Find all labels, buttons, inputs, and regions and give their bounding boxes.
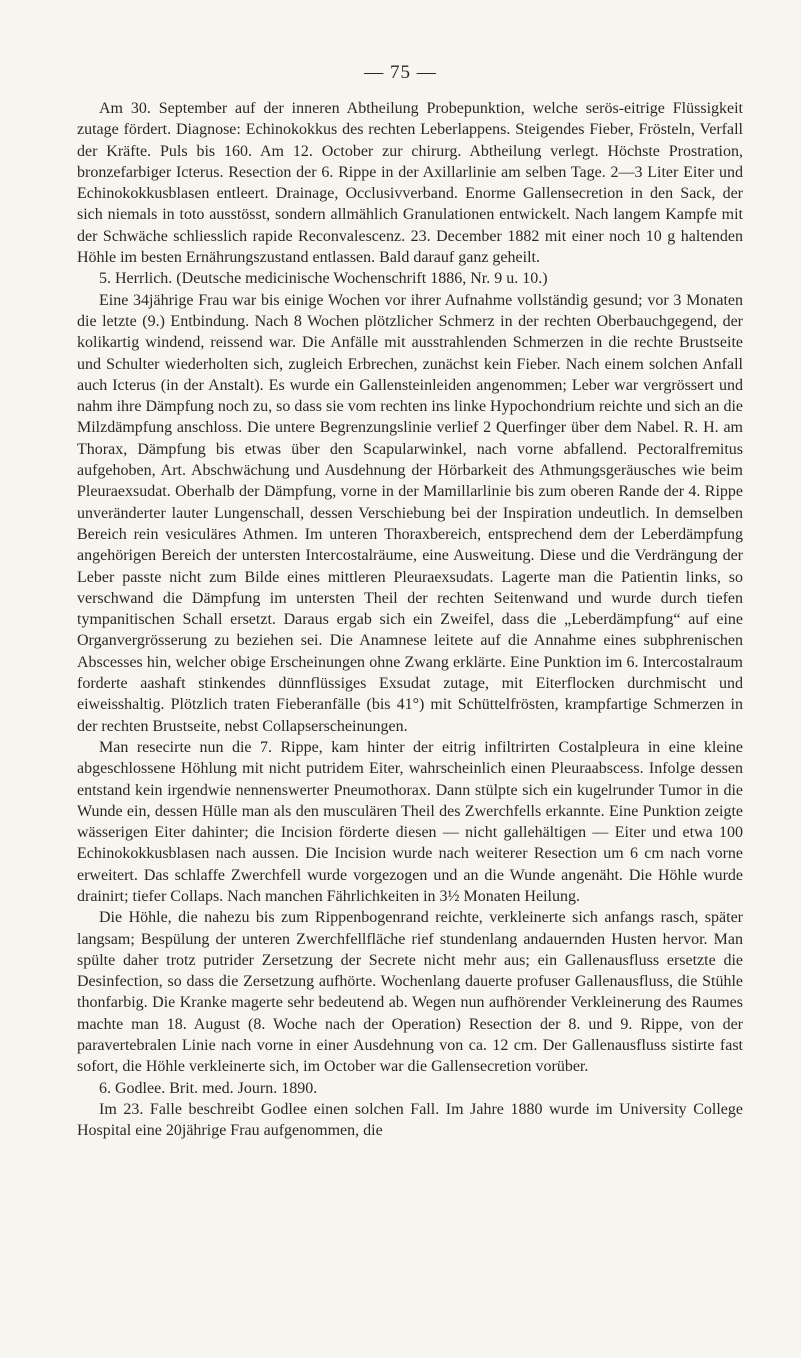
body-text [77, 98, 743, 1142]
paragraph-7: Im 23. Falle beschreibt Godlee einen solchen Fall. Im Jahre 1880 wurde im University College Hospital eine 20jährige Frau aufgenommen, die [77, 1100, 743, 1140]
paragraph-4: Man resecirte nun die 7. Rippe, kam hinter der eitrig infiltrirten Costalpleura in eine kleine abgeschlossene Höhlung mit nicht putridem Eiter, wahrscheinlich einen Pleuraabscess. Infolge dessen entstand kein irgendwie nennenswerter Pneumothorax. Dann stülpte sich ein kugelrunder Tumor in die Wunde ein, dessen Hülle man als den musculären Theil des Zwerchfells erkannte. Eine Punktion zeigte wässerigen Eiter dahinter; die Incision förderte diesen — nicht gallehältigen — Eiter und etwa 100 Echinokokkusblasen nach aussen. Die Incision wurde nach weiterer Resection um 6 cm nach vorne erweitert. Das schlaffe Zwerchfell wurde vorgezogen und an die Wunde angenäht. Die Höhle wurde drainirt; tiefer Collaps. Nach manchen Fährlichkeiten in 3½ Monaten Heilung. [77, 738, 743, 905]
page-number: — 75 — [364, 62, 437, 83]
paragraph-1: Am 30. September auf der inneren Abtheilung Probepunktion, welche serös-eitrige Flüssigkeit zutage fördert. Diagnose: Echinokokkus des rechten Leberlappens. Steigendes Fieber, Frösteln, Verfall der Kräfte. Puls bis 160. Am 12. October zur chirurg. Abtheilung verlegt. Höchste Prostration, bronzefarbiger Icterus. Resection der 6. Rippe in der Axillarlinie am selben Tage. 2—3 Liter Eiter und Echinokokkusblasen entleert. Drainage, Occlusivverband. Enorme Gallensecretion in den Sack, der sich niemals in toto ausstösst, sondern allmählich Granulationen entwickelt. Nach langem Kampfe mit der Schwäche schliesslich rapide Reconvalescenz. 23. December 1882 mit einer noch 10 g haltenden Höhle im besten Ernährungszustand entlassen. Bald darauf ganz geheilt. [77, 100, 743, 267]
paragraph-6-case-heading: 6. Godlee. Brit. med. Journ. 1890. [99, 1079, 318, 1097]
paragraph-2-case-heading: 5. Herrlich. (Deutsche medicinische Wochenschrift 1886, Nr. 9 u. 10.) [99, 270, 548, 288]
paragraph-3: Eine 34jährige Frau war bis einige Wochen vor ihrer Aufnahme vollständig gesund; vor 3 Monaten die letzte (9.) Entbindung. Nach 8 Wochen plötzlicher Schmerz in der rechten Oberbauchgegend, der kolikartig windend, reissend war. Die Anfälle mit ausstrahlenden Schmerzen in die rechte Brustseite und Schulter wiederholten sich, zugleich Erbrechen, zunächst kein Fieber. Nach einem solchen Anfall auch Icterus (in der Anstalt). Es wurde ein Gallensteinleiden angenommen; Leber war vergrössert und nahm ihre Dämpfung noch zu, so dass sie vom rechten ins linke Hypochondrium reichte und sich an die Milzdämpfung anschloss. Die untere Begrenzungslinie verlief 2 Querfinger über dem Nabel. R. H. am Thorax, Dämpfung bis etwas über den Scapularwinkel, nach vorne abfallend. Pectoralfremitus aufgehoben, Art. Abschwächung und Ausdehnung der Hörbarkeit des Athmungsgeräusches wie beim Pleuraexsudat. Oberhalb der Dämpfung, vorne in der Mamillarlinie bis zum oberen Rande der 4. Rippe unveränderter lauter Lungenschall, dessen Verschiebung bei der Inspiration undeutlich. In demselben Bereich rein vesiculäres Athmen. Im unteren Thoraxbereich, entsprechend dem der Leberdämpfung angehörigen Bereich der untersten Intercostalräume, eine Ausweitung. Diese und die Verdrängung der Leber passte nicht zum Bilde eines mittleren Pleuraexsudats. Lagerte man die Patientin links, so verschwand die Dämpfung im untersten Theil der rechten Seitenwand und wurde durch tiefen tympanitischen Schall ersetzt. Daraus ergab sich ein Zweifel, dass die „Leberdämpfung“ auf eine Organvergrösserung zu beziehen sei. Die Anamnese leitete auf die Annahme eines subphrenischen Abscesses hin, welcher obige Erscheinungen ohne Zwang erklärte. Eine Punktion im 6. Intercostalraum forderte aashaft stinkendes dünnflüssiges Exsudat zutage, mit Eiterflocken durchmischt und eiweisshaltig. Plötzlich traten Fieberanfälle (bis 41°) mit Schüttelfrösten, krampfartige Schmerzen in der rechten Brustseite, nebst Collapserscheinungen. [77, 291, 743, 735]
paragraph-5: Die Höhle, die nahezu bis zum Rippenbogenrand reichte, verkleinerte sich anfangs rasch, später langsam; Bespülung der unteren Zwerchfellfläche rief stundenlang andauernden Husten hervor. Man spülte daher trotz putrider Zersetzung der Secrete nicht mehr aus; ein Gallenausfluss ersetzte die Desinfection, so dass die Zersetzung aufhörte. Wochenlang dauerte profuser Gallenausfluss, die Stühle thonfarbig. Die Kranke magerte sehr bedeutend ab. Wegen nun aufhörender Verkleinerung des Raumes machte man 18. August (8. Woche nach der Operation) Resection der 8. und 9. Rippe, von der paravertebralen Linie nach vorne in einer Ausdehnung von ca. 12 cm. Der Gallenausfluss sistirte fast sofort, die Höhle verkleinerte sich, im October war die Gallensecretion vorüber. [77, 909, 743, 1076]
